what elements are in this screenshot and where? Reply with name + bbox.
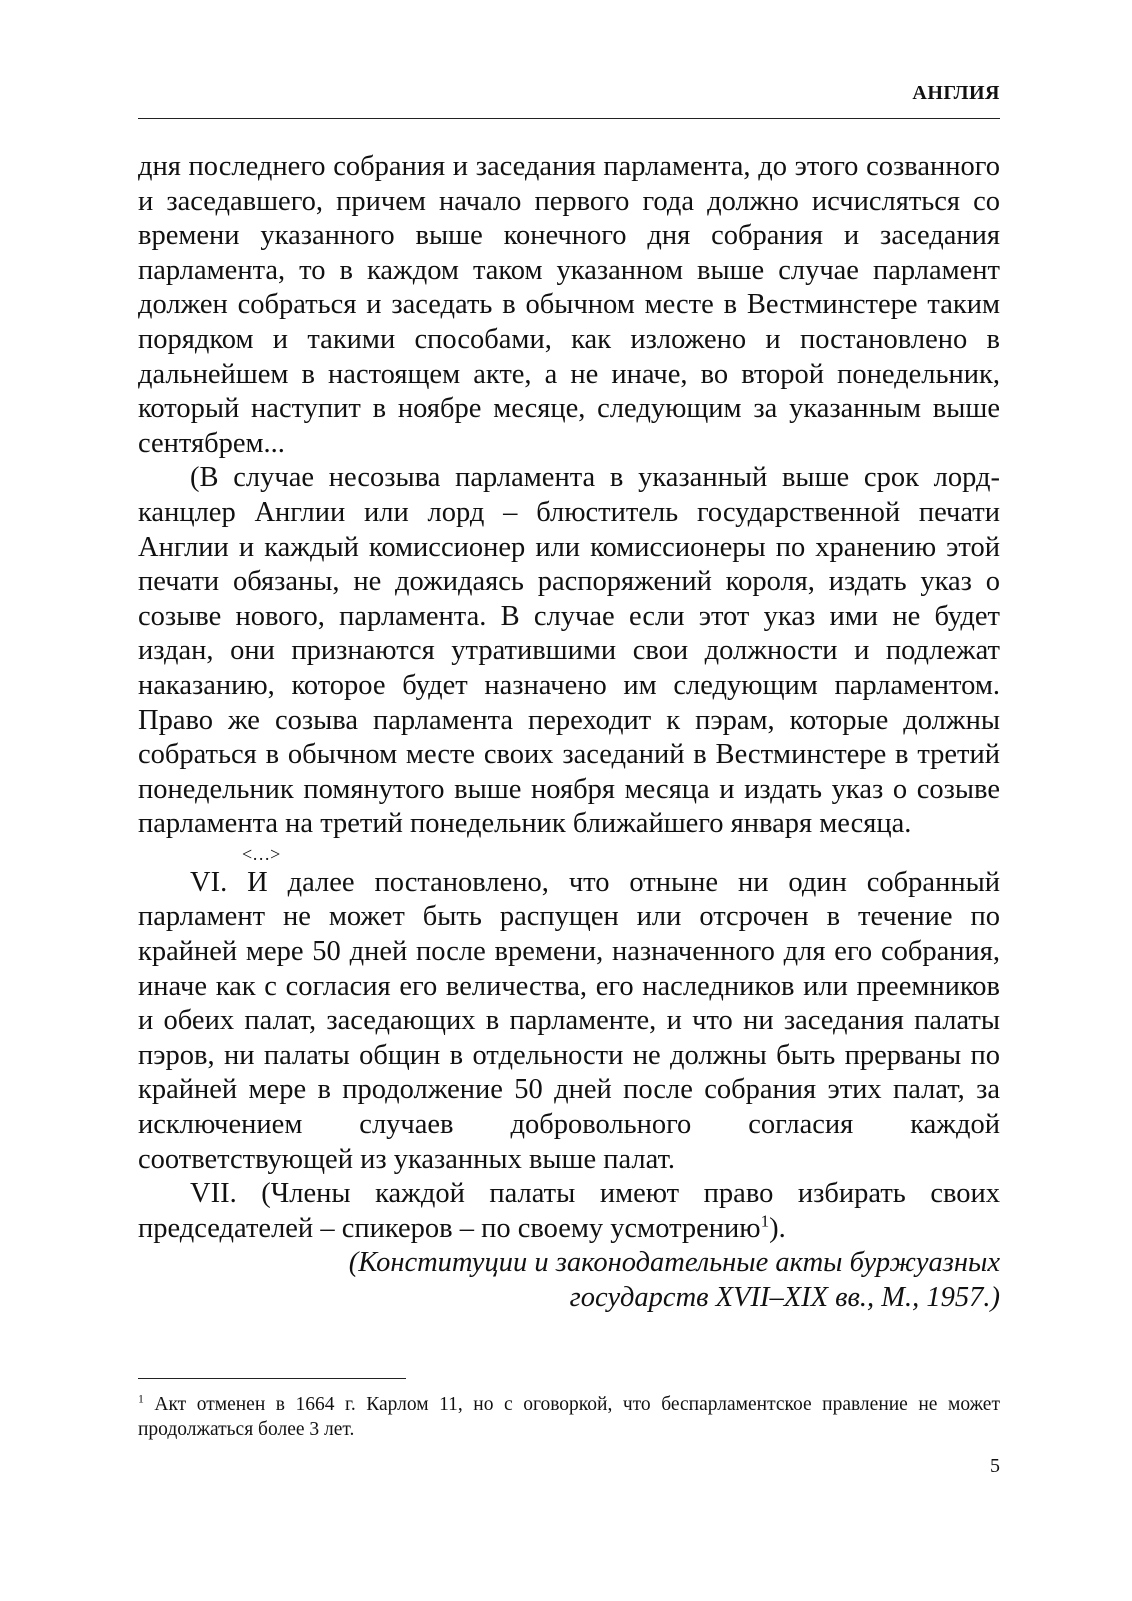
running-head-title: АНГЛИЯ xyxy=(912,82,1000,104)
source-citation xyxy=(138,1246,1000,1315)
footnote-marker: 1 xyxy=(138,1392,144,1406)
paragraph-section-vi: VI. И далее постановлено, что отныне ни один собранный парламент не может быть распущен или отсрочен в течение по крайней мере 50 дней после времени, назначенного для его собрания, иначе как с согласия его величества, его наследников или преемников и обеих палат, заседающих в парламенте, и что ни заседания палаты пэров, ни палаты общин в отдельности не должны быть прерваны по крайней мере в продолжение 50 дней после собрания этих палат, за исключением случаев добровольного согласия каждой соответствующей из указанных выше палат. xyxy=(138,866,1000,1175)
running-head xyxy=(138,78,1000,119)
footnote-text: Акт отменен в 1664 г. Карлом 11, но с оговоркой, что беспарламентское правление не может продолжаться более 3 лет. xyxy=(138,1394,1000,1440)
paragraph-continuation: дня последнего собрания и заседания парламента, до этого созванного и заседавшего, причем начало первого года должно исчисляться со времени указанного выше конечного дня собрания и заседания парламента, то в каждом таком указанном выше случае парламент должен собраться и заседать в обычном месте в Вестминстере таким порядком и такими способами, как изложено и постановлено в дальнейшем в настоящем акте, а не иначе, во второй понедельник, который наступит в ноябре месяце, следующим за указанным выше сентябрем... xyxy=(138,151,1000,459)
section-vii-end: ). xyxy=(769,1212,786,1244)
citation-line-1: (Конституции и законодательные акты буржуазных xyxy=(348,1247,1000,1279)
omission-marker: <…> xyxy=(242,843,281,864)
paragraph-parliament-summons: (В случае несозыва парламента в указанный выше срок лорд-канцлер Англии или лорд – блюститель государственной печати Англии и каждый комиссионер или комиссионеры по хранению этой печати обязаны, не дожидаясь распоряжений короля, издать указ о созыве нового, парламента. В случае если этот указ ими не будет издан, они признаются утратившими свои должности и подлежат наказанию, которое будет назначено им следующим парламентом. Право же созыва парламента переходит к пэрам, которые должны собраться в обычном месте своих заседаний в Вестминстере в третий понедельник помянутого выше ноября месяца и издать указ о созыве парламента на третий понедельник ближайшего января месяца. xyxy=(138,462,1000,840)
citation-line-2: государств XVII–XIX вв., М., 1957.) xyxy=(569,1282,1000,1313)
page-number: 5 xyxy=(990,1455,1000,1477)
paragraph-section-vii xyxy=(138,1177,1000,1246)
body-text xyxy=(138,150,1000,1316)
footnote-separator xyxy=(138,1378,406,1379)
section-vii-text: VII. (Члены каждой палаты имеют право избирать своих председателей – спикеров – по своему усмотрению xyxy=(138,1178,1000,1244)
footnote-reference: 1 xyxy=(760,1211,770,1231)
footnote xyxy=(138,1392,1000,1442)
